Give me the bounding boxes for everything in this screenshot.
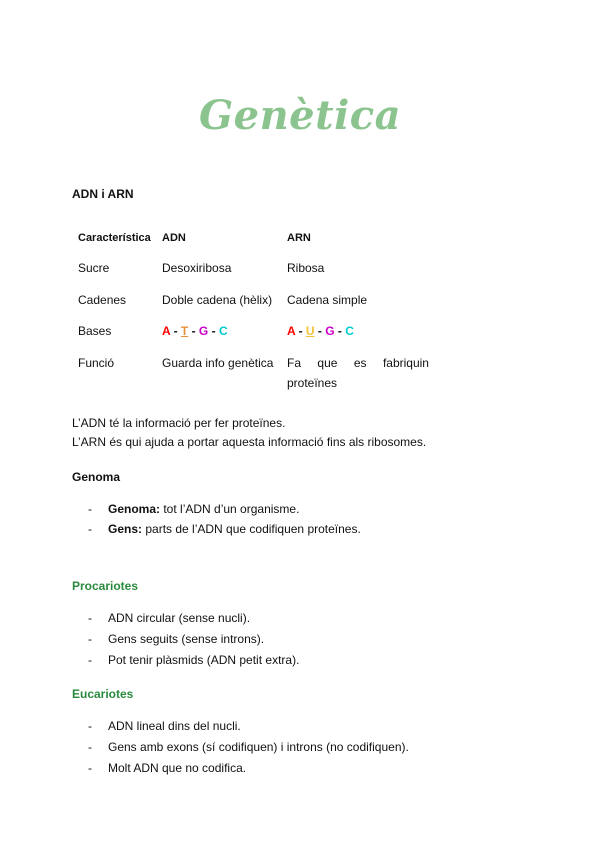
- table-cell-arn: Ribosa: [287, 261, 325, 275]
- list-item: - ADN lineal dins del nucli.: [88, 719, 241, 733]
- section-heading-adn-arn: ADN i ARN: [72, 187, 134, 201]
- table-cell-adn: Doble cadena (hèlix): [162, 293, 273, 307]
- arn-bases-sequence: A - U - G - C: [287, 324, 354, 338]
- table-cell-feature: Cadenes: [78, 293, 127, 307]
- base-u: U: [305, 324, 315, 338]
- table-header-feature: Característica: [78, 232, 151, 244]
- table-header-adn: ADN: [162, 232, 186, 244]
- list-item: - Gens amb exons (sí codifiquen) i introns (no codifiquen).: [88, 740, 409, 754]
- list-item: - Molt ADN que no codifica.: [88, 761, 247, 775]
- base-c: C: [345, 324, 354, 338]
- table-cell-arn: Cadena simple: [287, 293, 368, 307]
- section-heading-procariotes: Procariotes: [72, 579, 139, 593]
- base-t: T: [180, 324, 189, 338]
- table-cell-feature: Bases: [78, 324, 112, 338]
- base-g: G: [198, 324, 209, 338]
- table-cell-adn: Guarda info genètica: [162, 356, 274, 370]
- list-item: - Gens: parts de l’ADN que codifiquen proteïnes.: [88, 522, 361, 536]
- section-heading-genoma: Genoma: [72, 470, 121, 484]
- paragraph: L’ARN és qui ajuda a portar aquesta informació fins als ribosomes.: [72, 435, 427, 449]
- list-item: - Pot tenir plàsmids (ADN petit extra).: [88, 653, 300, 667]
- base-a: A: [162, 324, 171, 338]
- section-heading-eucariotes: Eucariotes: [72, 687, 134, 701]
- adn-bases-sequence: A - T - G - C: [162, 324, 228, 338]
- list-item: - ADN circular (sense nucli).: [88, 611, 251, 625]
- base-a: A: [287, 324, 296, 338]
- paragraph: L’ADN té la informació per fer proteïnes.: [72, 416, 286, 430]
- table-cell-arn: Fa que es fabriquin proteïnes: [287, 356, 429, 390]
- table-cell-adn: Desoxiribosa: [162, 261, 232, 275]
- base-g: G: [325, 324, 335, 338]
- page-title: Genètica: [198, 92, 402, 139]
- base-c: C: [218, 324, 228, 338]
- list-item: - Genoma: tot l’ADN d’un organisme.: [88, 502, 300, 516]
- list-item: - Gens seguits (sense introns).: [88, 632, 265, 646]
- table-cell-feature: Funció: [78, 356, 115, 370]
- table-header-arn: ARN: [287, 232, 311, 244]
- table-cell-feature: Sucre: [78, 261, 110, 275]
